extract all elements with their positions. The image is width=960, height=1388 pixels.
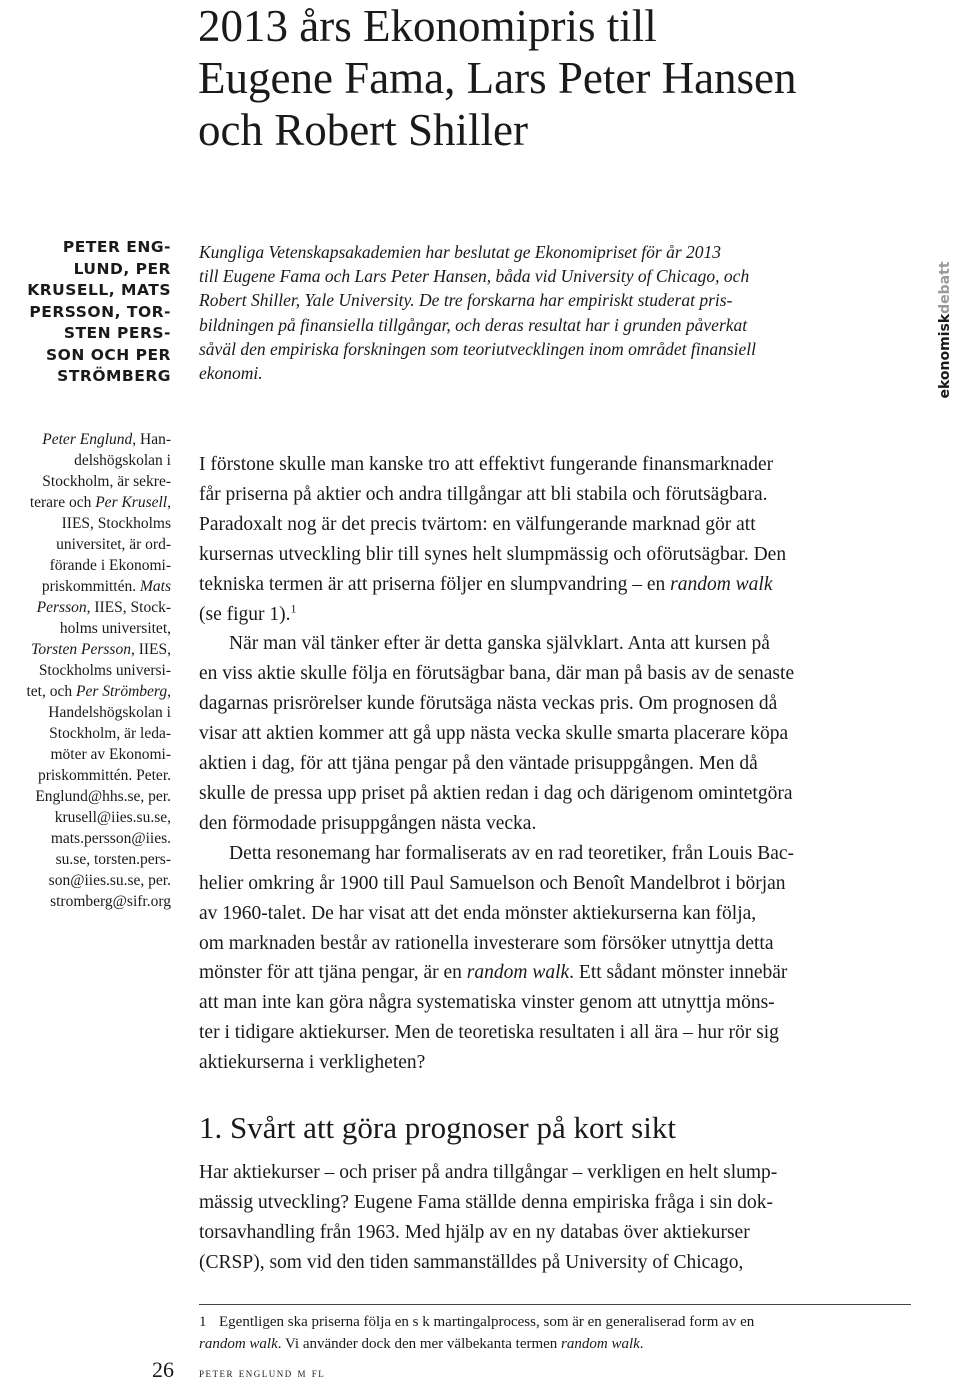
body-line — [199, 450, 909, 480]
journal-name: ekonomiskdebatt — [937, 261, 953, 399]
body-line — [199, 869, 909, 899]
text-run: Paradoxalt nog är det precis tvärtom: en välfungerande marknad gör att — [199, 513, 756, 535]
bio-line — [6, 639, 171, 660]
footnote-line — [199, 1334, 911, 1356]
title-line: och Robert Shiller — [198, 105, 528, 155]
text-run: priskommittén. Peter. — [37, 767, 171, 784]
text-run: kursernas utveckling blir till synes helt slumpmässig och oförutsägbar. Den — [199, 543, 787, 565]
lead-line: bildningen på finansiella tillgångar, och deras resultat har i grunden påverkat — [199, 314, 748, 335]
author-line: SON OCH PER — [45, 345, 171, 364]
body-line — [199, 570, 909, 600]
bio-line — [6, 576, 171, 597]
bio-line — [6, 555, 171, 576]
title-line: 2013 års Ekonomipris till — [198, 1, 657, 51]
lead-line: Robert Shiller, Yale University. De tre forskarna har empiriskt studerat pris- — [199, 290, 733, 311]
bio-line — [6, 660, 171, 681]
body-line — [199, 929, 909, 959]
bio-line — [6, 534, 171, 555]
body-line — [199, 899, 909, 929]
body-line — [199, 480, 909, 510]
lead-line: såväl den empiriska forskningen som teoriutvecklingen inom området finansiell — [199, 338, 756, 359]
lead-line: till Eugene Fama och Lars Peter Hansen, båda vid University of Chicago, och — [199, 266, 750, 287]
text-run: tet, och — [26, 683, 76, 700]
footnote-line — [199, 1312, 911, 1334]
bio-line — [6, 681, 171, 702]
text-run: Egentligen ska priserna följa en s k martingalprocess, som är en generaliserad form av en — [219, 1314, 755, 1330]
bio-line — [6, 807, 171, 828]
text-run: terare och — [29, 494, 96, 511]
author-names — [14, 237, 171, 388]
text-run: . Vi använder dock den mer välbekanta termen — [277, 1335, 562, 1352]
text-run: av 1960-talet. De har visat att det enda mönster aktiekurserna kan följa, — [199, 902, 757, 924]
text-run: Handelshögskolan i — [48, 704, 171, 721]
text-run: dagarnas prisrörelser kunde förutsäga nästa veckas pris. Om prognosen då — [199, 693, 778, 715]
section-line: (CRSP), som vid den tiden sammanställdes på University of Chicago, — [199, 1252, 744, 1273]
bio-line — [6, 471, 171, 492]
body-line — [199, 779, 909, 809]
bio-line — [6, 870, 171, 891]
section-line: Har aktiekurser – och priser på andra tillgångar – verkligen en helt slump- — [199, 1162, 778, 1183]
bio-line — [6, 828, 171, 849]
bio-line — [6, 513, 171, 534]
italic-run: random walk — [199, 1335, 278, 1352]
text-run: får priserna på aktier och andra tillgångar att bli stabila och förutsägbara. — [199, 483, 768, 505]
italic-run: random walk — [670, 573, 773, 595]
text-run: , Han- — [132, 431, 171, 448]
author-line: KRUSELL, MATS — [27, 281, 171, 299]
text-run: stromberg@sifr.org — [50, 893, 171, 910]
bio-line — [6, 891, 171, 912]
body-line — [199, 659, 909, 689]
author-line: STRÖMBERG — [57, 367, 171, 385]
text-run: möter av Ekonomi- — [50, 746, 171, 763]
italic-run: Per Strömberg — [76, 683, 168, 700]
text-run: tekniska termen är att priserna följer en slumpvandring – en — [199, 573, 671, 595]
text-run: visar att aktien kommer att gå upp nästa vecka skulle smarta placerare köpa — [199, 723, 789, 745]
text-run: , IIES, Stock- — [86, 599, 171, 616]
section-line: mässig utveckling? Eugene Fama ställde denna empiriska fråga i sin dok- — [199, 1192, 774, 1213]
text-run: mönster för att tjäna pengar, är en — [199, 962, 467, 984]
lead-line: ekonomi. — [199, 363, 263, 384]
author-bio — [6, 429, 171, 912]
text-run: Detta resonemang har formaliserats av en rad teoretiker, från Louis Bac- — [229, 842, 795, 864]
author-line: STEN PERS- — [63, 324, 171, 342]
bio-line — [6, 450, 171, 471]
author-line: LUND, PER — [73, 259, 171, 278]
text-run: (se figur 1). — [199, 603, 291, 625]
footnote-divider — [199, 1304, 911, 1305]
body-line — [199, 600, 909, 630]
text-run: krusell@iies.su.se, — [54, 809, 171, 826]
body-line — [199, 1048, 909, 1078]
italic-run: Torsten Persson — [31, 641, 131, 658]
author-line: PERSSON, TOR- — [29, 302, 171, 321]
body-line — [199, 629, 909, 659]
running-footer: peter englund m fl — [199, 1365, 326, 1380]
text-run: holms universitet, — [59, 620, 171, 637]
body-line — [199, 719, 909, 749]
text-run: son@iies.su.se, per. — [48, 872, 171, 889]
section-heading: 1. Svårt att göra prognoser på kort sikt — [199, 1110, 676, 1145]
body-line — [199, 958, 909, 988]
italic-run: random walk — [561, 1335, 640, 1352]
text-run: priskommittén. — [41, 578, 140, 595]
text-run: , — [167, 494, 171, 511]
footnote-ref: 1 — [290, 601, 297, 616]
text-run: . Ett sådant mönster innebär — [569, 962, 788, 984]
text-run: mats.persson@iies. — [50, 830, 171, 847]
text-run: aktien i dag, för att tjäna pengar på den väntade prisuppgången. Men då — [199, 753, 758, 775]
text-run: universitet, är ord- — [56, 536, 171, 553]
text-run: Stockholm, är sekre- — [42, 473, 171, 490]
author-line: PETER ENG- — [62, 238, 171, 256]
text-run: , IIES, — [130, 641, 171, 658]
text-run: den förmodade prisuppgången nästa vecka. — [199, 812, 537, 834]
bio-line — [6, 744, 171, 765]
title-line: Eugene Fama, Lars Peter Hansen — [198, 53, 797, 103]
body-line — [199, 839, 909, 869]
body-line — [199, 540, 909, 570]
bio-line — [6, 618, 171, 639]
body-line — [199, 809, 909, 839]
italic-run: Persson — [36, 599, 87, 616]
body-line — [199, 988, 909, 1018]
text-run: IIES, Stockholms — [61, 515, 171, 532]
body-line — [199, 749, 909, 779]
text-run: Stockholms universi- — [38, 662, 171, 679]
footnote-number: 1 — [199, 1314, 207, 1330]
article-lead — [199, 240, 919, 385]
text-run: aktiekurserna i verkligheten? — [199, 1052, 426, 1074]
bio-line — [6, 765, 171, 786]
text-run: I förstone skulle man kanske tro att effektivt fungerande finansmarknader — [199, 454, 774, 475]
body-line — [199, 1018, 909, 1048]
journal-side-tag — [935, 250, 955, 410]
bio-line — [6, 786, 171, 807]
body-line — [199, 510, 909, 540]
section-line: torsavhandling från 1963. Med hjälp av en ny databas över aktiekurser — [199, 1222, 750, 1243]
bio-line — [6, 597, 171, 618]
text-run: su.se, torsten.pers- — [55, 851, 171, 868]
lead-line: Kungliga Vetenskapsakademien har beslutat ge Ekonomipriset för år 2013 — [199, 242, 722, 262]
text-run: att man inte kan göra några systematiska vinster genom att utnyttja möns- — [199, 992, 775, 1014]
bio-line — [6, 492, 171, 513]
body-line — [199, 689, 909, 719]
italic-run: Per Krusell — [95, 494, 168, 511]
text-run: , — [167, 683, 171, 700]
text-run: . — [639, 1335, 644, 1352]
page-number: 26 — [152, 1357, 174, 1382]
article-title — [198, 0, 938, 156]
italic-run: Mats — [140, 578, 171, 595]
bio-line — [6, 723, 171, 744]
footnote — [199, 1312, 911, 1355]
text-run: Stockholm, är leda- — [49, 725, 171, 742]
text-run: en viss aktie skulle följa en förutsägbar bana, där man på basis av de senaste — [199, 663, 795, 685]
section-body — [199, 1158, 909, 1278]
bio-line — [6, 702, 171, 723]
text-run: delshögskolan i — [74, 452, 171, 469]
bio-line — [6, 429, 171, 450]
italic-run: Peter Englund — [42, 431, 133, 448]
text-run: helier omkring år 1900 till Paul Samuelson och Benoît Mandelbrot i början — [199, 872, 786, 894]
italic-run: random walk — [466, 962, 570, 984]
text-run: ter i tidigare aktiekurser. Men de teoretiska resultaten i all ära – hur rör sig — [199, 1022, 779, 1044]
text-run: Englund@hhs.se, per. — [35, 788, 171, 805]
text-run: skulle de pressa upp priset på aktien redan i dag och därigenom omintetgöra — [199, 782, 793, 804]
bio-line — [6, 849, 171, 870]
text-run: När man väl tänker efter är detta ganska självklart. Anta att kursen på — [229, 633, 770, 655]
article-body — [199, 450, 909, 1078]
text-run: om marknaden består av rationella investerare som försöker utnyttja detta — [199, 932, 774, 954]
text-run: förande i Ekonomi- — [49, 557, 171, 574]
